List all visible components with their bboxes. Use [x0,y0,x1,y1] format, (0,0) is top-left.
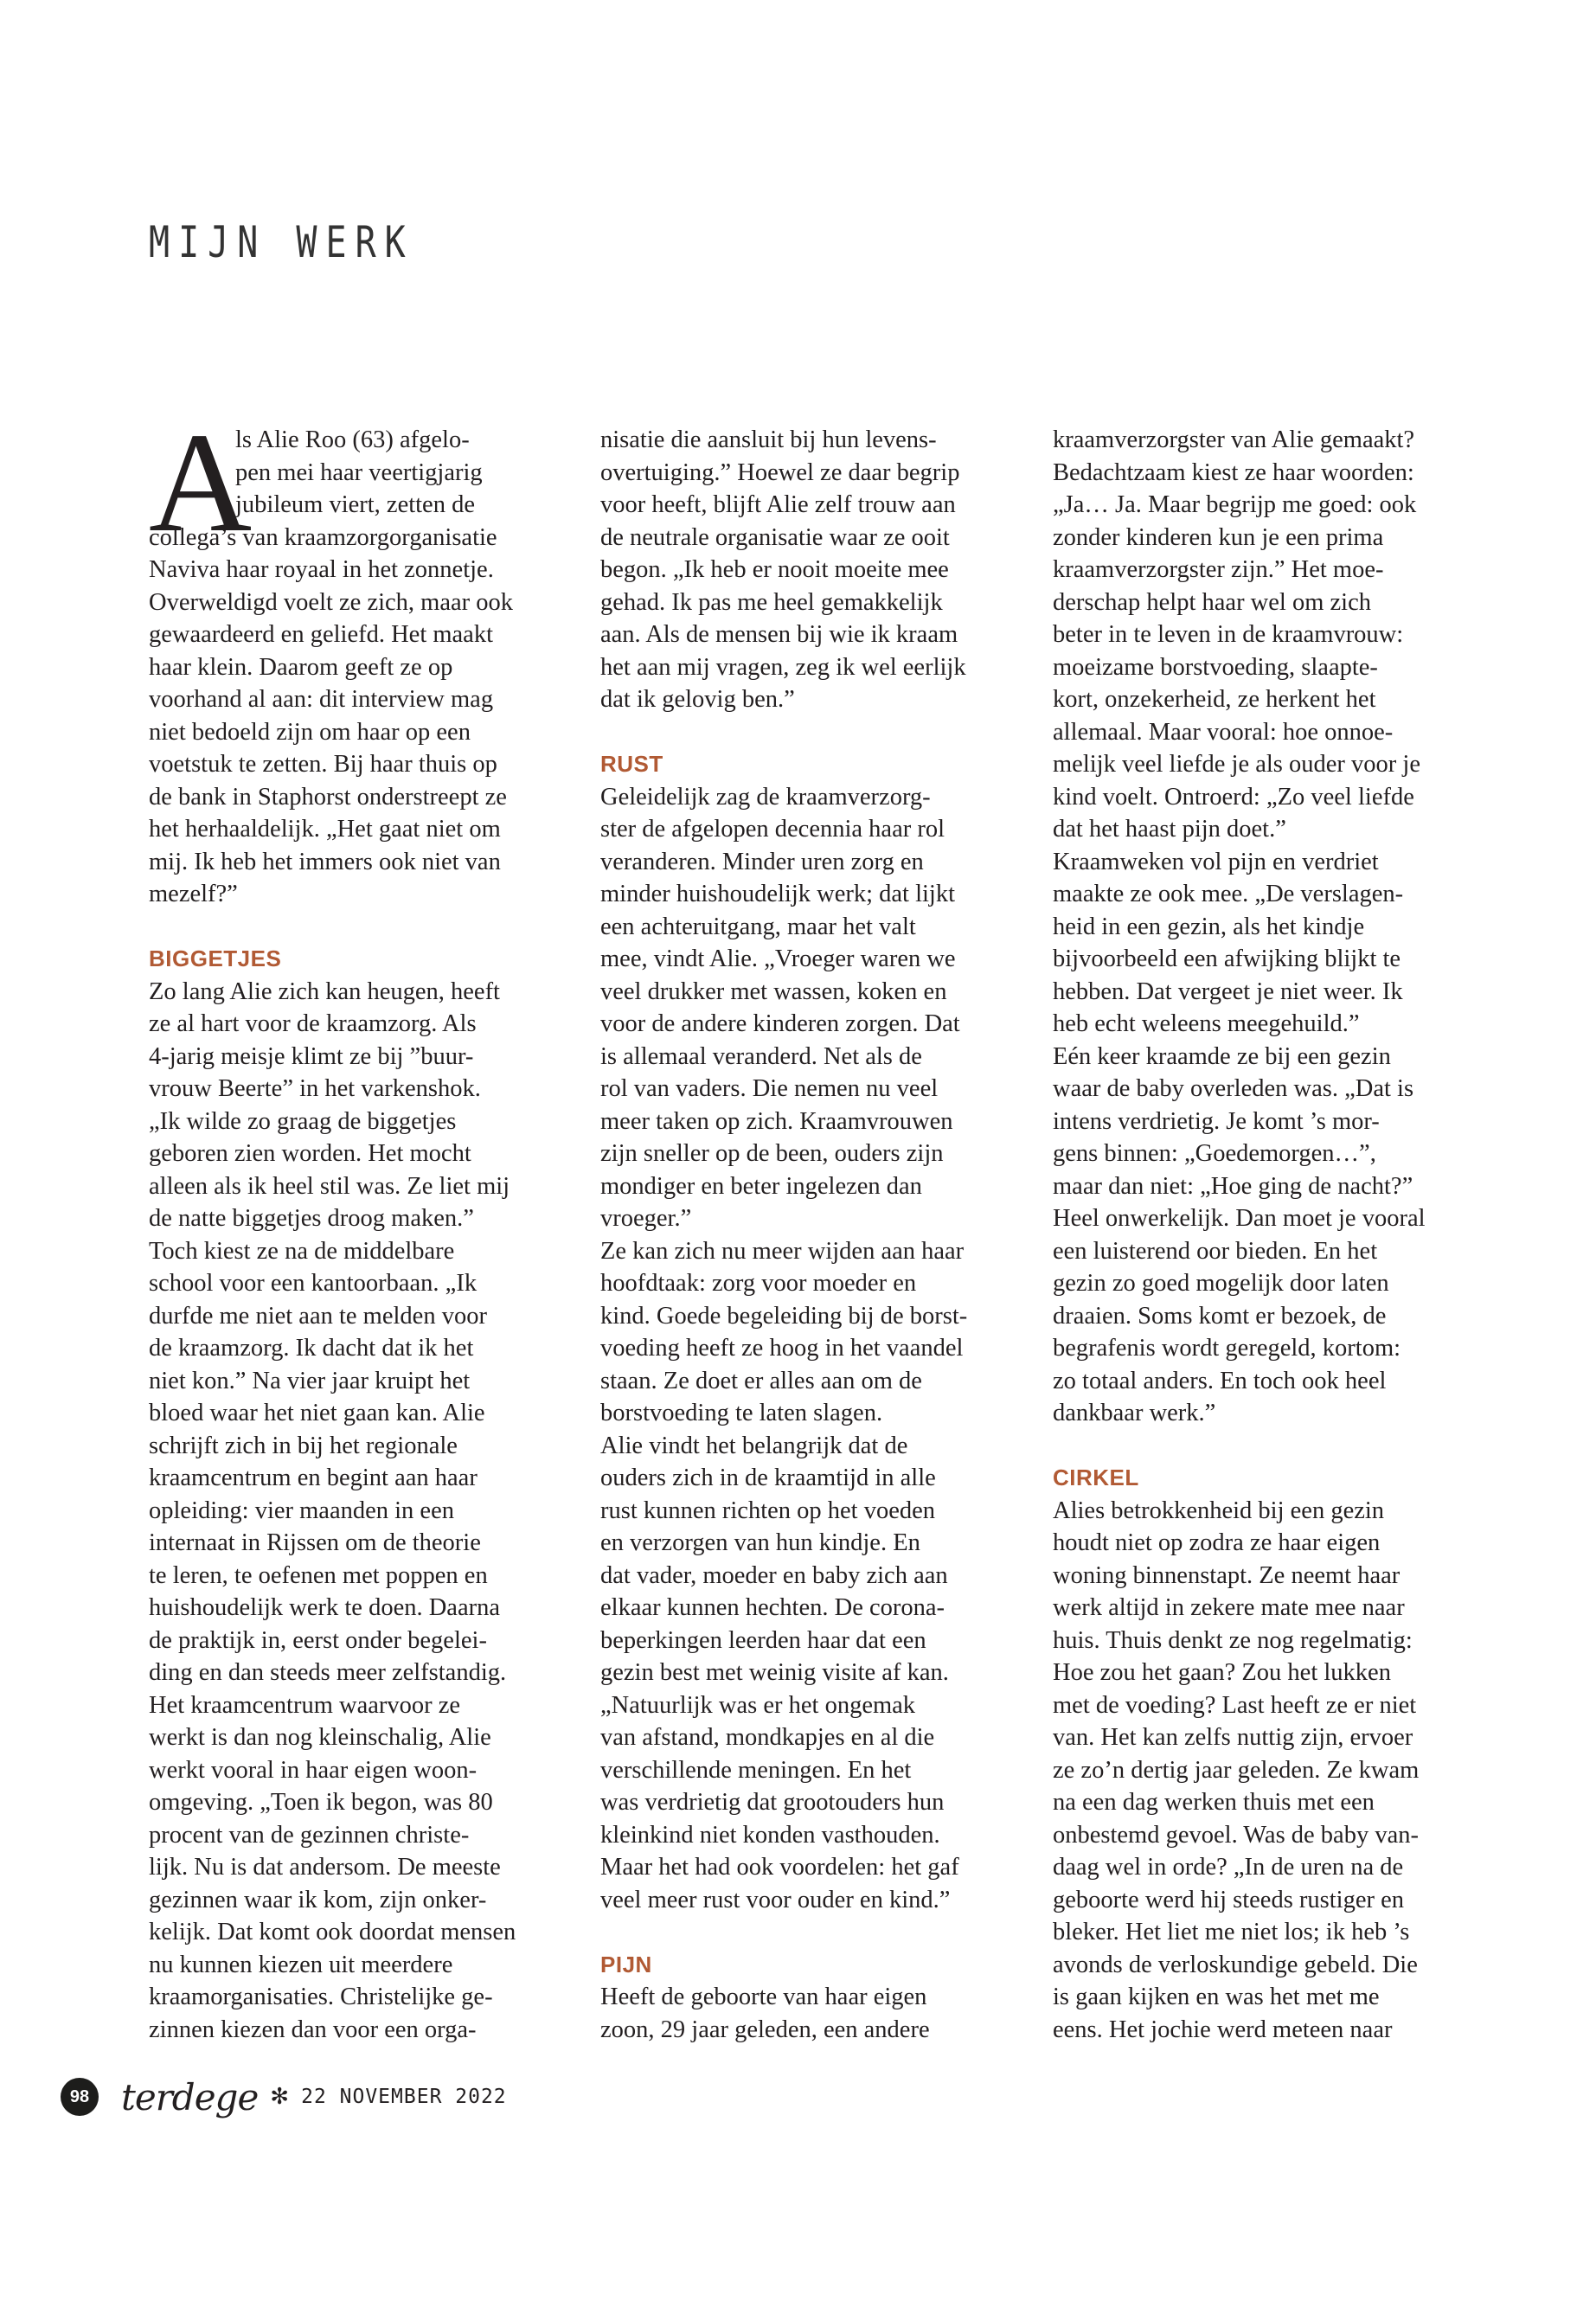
text-line: kraamorganisaties. Christelijke ge- [149,1984,493,2010]
text-line: zinnen kiezen dan voor een orga- [149,2016,477,2043]
text-line: de neutrale organisatie waar ze ooit [600,523,950,551]
text-line: schrijft zich in bij het regionale [149,1432,458,1459]
paragraph-gap [149,911,599,944]
text-line: mee, vindt Alie. „Vroeger waren we [600,945,956,972]
text-line: allemaal. Maar vooral: hoe onnoe- [1053,718,1394,746]
text-line: geboren zien worden. Het mocht [149,1140,471,1167]
text-line: werk altijd in zekere mate mee naar [1053,1594,1405,1621]
text-line: avonds de verloskundige gebeld. Die [1053,1951,1418,1978]
text-line: kraamverzorgster zijn.” Het moe- [1053,556,1384,583]
text-line: de natte biggetjes droog maken.” [149,1205,474,1232]
text-line: eens. Het jochie werd meteen naar [1053,2016,1393,2043]
column-3-text [1053,424,1503,2046]
text-line: te leren, te oefenen met poppen en [149,1561,488,1589]
text-line: Alies betrokkenheid bij een gezin [1053,1497,1385,1524]
text-line: een achteruitgang, maar het valt [600,913,916,940]
text-line: veel meer rust voor ouder en kind.” [600,1886,951,1913]
article-column-3 [1053,424,1503,2046]
text-line: daag wel in orde? „In de uren na de [1053,1854,1404,1881]
subheading: RUST [600,751,663,777]
text-line: borstvoeding te laten slagen. [600,1400,883,1426]
text-line: niet bedoeld zijn om haar op een [149,718,471,746]
text-line: haar klein. Daarom geeft ze op [149,653,453,681]
text-line: Kraamweken vol pijn en verdriet [1053,848,1379,875]
text-line: kelijk. Dat komt ook doordat mensen [149,1919,516,1945]
text-line: vrouw Beerte” in het varkenshok. [149,1075,481,1102]
text-line: intens verdrietig. Je komt ’s mor- [1053,1107,1380,1135]
text-line: ze zo’n dertig jaar geleden. Ze kwam [1053,1756,1420,1784]
section-label: MIJN WERK [149,218,414,268]
text-line: is gaan kijken en was het met me [1053,1984,1380,2010]
text-line: veranderen. Minder uren zorg en [600,848,924,875]
text-line: na een dag werken thuis met een [1053,1789,1375,1816]
text-line: internaat in Rijssen om de theorie [149,1529,481,1556]
text-line: omgeving. „Toen ik begon, was 80 [149,1789,493,1816]
text-line: ls Alie Roo (63) afgelo- [235,426,470,453]
text-line: kind. Goede begeleiding bij de borst- [600,1302,968,1330]
text-line: zijn sneller op de been, ouders zijn [600,1140,944,1167]
text-line: Geleidelijk zag de kraamverzorg- [600,783,931,811]
text-line: dat het haast pijn doet.” [1053,816,1286,843]
article-column-2 [600,424,1050,2046]
text-line: vroeger.” [600,1205,692,1232]
text-line: rol van vaders. Die nemen nu veel [600,1075,939,1102]
column-1-text [149,403,599,2046]
text-line: draaien. Soms komt er bezoek, de [1053,1302,1387,1330]
text-line: voeding heeft ze hoog in het vaandel [600,1335,964,1362]
text-line: Hoe zou het gaan? Zou het lukken [1053,1659,1391,1686]
text-line: dankbaar werk.” [1053,1400,1216,1426]
text-line: dat ik gelovig ben.” [600,686,795,713]
separator-icon: ✻ [270,2084,290,2110]
text-line: zonder kinderen kun je een prima [1053,523,1384,551]
text-line: de bank in Staphorst onderstreept ze [149,783,507,811]
text-line: werkt is dan nog kleinschalig, Alie [149,1724,491,1751]
column-2-text [600,424,1050,2046]
text-line: derschap helpt haar wel om zich [1053,588,1371,616]
page-footer [61,2076,507,2118]
text-line: gehad. Ik pas me heel gemakkelijk [600,588,943,616]
text-line: zo totaal anders. En toch ook heel [1053,1367,1387,1394]
text-line: school voor een kantoorbaan. „Ik [149,1270,478,1297]
magazine-logo: terdege [121,2075,259,2118]
text-line: melijk veel liefde je als ouder voor je [1053,751,1420,778]
text-line: Zo lang Alie zich kan heugen, heeft [149,977,500,1005]
text-line: minder huishoudelijk werk; dat lijkt [600,881,956,907]
text-line: collega’s van kraamzorgorganisatie [149,523,497,551]
text-line: met de voeding? Last heeft ze er niet [1053,1691,1417,1719]
text-line: gezin zo goed mogelijk door laten [1053,1270,1389,1297]
text-line: voorhand al aan: dit interview mag [149,686,494,713]
text-line: bleker. Het liet me niet los; ik heb ’s [1053,1919,1410,1945]
text-line: aan. Als de mensen bij wie ik kraam [600,621,958,648]
text-line: hoofdtaak: zorg voor moeder en [600,1270,917,1297]
text-line: ouders zich in de kraamtijd in alle [600,1465,936,1491]
text-line: opleiding: vier maanden in een [149,1497,454,1524]
text-line: ding en dan steeds meer zelfstandig. [149,1659,507,1686]
text-line: Toch kiest ze na de middelbare [149,1237,455,1265]
text-line: zoon, 29 jaar geleden, een andere [600,2016,930,2043]
text-line: durfde me niet aan te melden voor [149,1302,487,1330]
text-line: kraamverzorgster van Alie gemaakt? [1053,426,1415,453]
text-line: verschillende meningen. En het [600,1756,912,1784]
page-number: 98 [61,2078,99,2116]
text-line: begon. „Ik heb er nooit moeite mee [600,556,949,583]
drop-cap: A [149,403,253,561]
text-line: lijk. Nu is dat andersom. De meeste [149,1854,501,1881]
subheading: PIJN [600,1951,652,1977]
text-line: kraamcentrum en begint aan haar [149,1465,478,1491]
text-line: kleinkind niet konden vasthouden. [600,1821,940,1849]
text-line: jubileum viert, zetten de [235,491,475,518]
text-line: was verdrietig dat grootouders hun [600,1789,945,1816]
text-line: maakte ze ook mee. „De verslagen- [1053,881,1404,907]
text-line: veel drukker met wassen, koken en [600,977,947,1005]
text-line: moeizame borstvoeding, slaapte- [1053,653,1378,681]
text-line: houdt niet op zodra ze haar eigen [1053,1529,1381,1556]
text-line: Heel onwerkelijk. Dan moet je vooral [1053,1205,1426,1232]
text-line: de kraamzorg. Ik dacht dat ik het [149,1335,474,1362]
text-line: het herhaaldelijk. „Het gaat niet om [149,816,501,843]
text-line: Ze kan zich nu meer wijden aan haar [600,1237,965,1265]
text-line: staan. Ze doet er alles aan om de [600,1367,922,1394]
text-line: Het kraamcentrum waarvoor ze [149,1691,461,1719]
text-line: beter in te leven in de kraamvrouw: [1053,621,1404,648]
text-line: „Natuurlijk was er het ongemak [600,1691,916,1719]
text-line: 4-jarig meisje klimt ze bij ”buur- [149,1042,474,1070]
text-line: maar dan niet: „Hoe ging de nacht?” [1053,1172,1413,1200]
text-line: gewaardeerd en geliefd. Het maakt [149,621,493,648]
text-line: voor de andere kinderen zorgen. Dat [600,1010,960,1037]
text-line: hebben. Dat vergeet je niet weer. Ik [1053,977,1403,1005]
text-line: heb echt weleens meegehuild.” [1053,1010,1360,1037]
text-line: alleen als ik heel stil was. Ze liet mij [149,1172,510,1200]
text-line: werkt vooral in haar eigen woon- [149,1756,478,1784]
article-column-1 [149,403,599,2046]
text-line: nu kunnen kiezen uit meerdere [149,1951,453,1978]
text-line: Maar het had ook voordelen: het gaf [600,1854,959,1881]
text-line: en verzorgen van hun kindje. En [600,1529,920,1556]
text-line: is allemaal veranderd. Net als de [600,1042,922,1070]
text-line: waar de baby overleden was. „Dat is [1053,1075,1414,1102]
subheading: CIRKEL [1053,1465,1139,1490]
text-line: Eén keer kraamde ze bij een gezin [1053,1042,1391,1070]
text-line: nisatie die aansluit bij hun levens- [600,426,937,453]
text-line: gens binnen: „Goedemorgen…”, [1053,1140,1376,1167]
text-line: de praktijk in, eerst onder begelei- [149,1626,487,1654]
text-line: onbestemd gevoel. Was de baby van- [1053,1821,1419,1849]
text-line: voor heeft, blijft Alie zelf trouw aan [600,491,956,518]
text-line: pen mei haar veertigjarig [235,458,483,486]
text-line: bloed waar het niet gaan kan. Alie [149,1400,485,1426]
text-line: het aan mij vragen, zeg ik wel eerlijk [600,653,966,681]
text-line: van afstand, mondkapjes en al die [600,1724,935,1751]
text-line: voetstuk te zetten. Bij haar thuis op [149,751,497,778]
text-line: meer taken op zich. Kraamvrouwen [600,1107,953,1135]
paragraph-gap [1053,1430,1503,1463]
text-line: procent van de gezinnen christe- [149,1821,470,1849]
text-line: Naviva haar royaal in het zonnetje. [149,556,494,583]
text-line: niet kon.” Na vier jaar kruipt het [149,1367,471,1394]
text-line: ster de afgelopen decennia haar rol [600,816,945,843]
text-line: dat vader, moeder en baby zich aan [600,1561,948,1589]
issue-date: 22 NOVEMBER 2022 [301,2086,507,2108]
text-line: ze al hart voor de kraamzorg. Als [149,1010,477,1037]
text-line: gezin best met weinig visite af kan. [600,1659,949,1686]
text-line: kort, onzekerheid, ze herkent het [1053,686,1376,713]
text-line: kind voelt. Ontroerd: „Zo veel liefde [1053,783,1414,811]
text-line: rust kunnen richten op het voeden [600,1497,936,1524]
text-line: mezelf?” [149,881,238,907]
text-line: mij. Ik heb het immers ook niet van [149,848,501,875]
text-line: mondiger en beter ingelezen dan [600,1172,922,1200]
text-line: beperkingen leerden haar dat een [600,1626,926,1654]
text-line: overtuiging.” Hoewel ze daar begrip [600,458,960,486]
text-line: Overweldigd voelt ze zich, maar ook [149,588,514,616]
text-line: begrafenis wordt geregeld, kortom: [1053,1335,1401,1362]
paragraph-gap [600,716,1050,749]
text-line: Bedachtzaam kiest ze haar woorden: [1053,458,1414,486]
text-line: woning binnenstapt. Ze neemt haar [1053,1561,1401,1589]
text-line: van. Het kan zelfs nuttig zijn, ervoer [1053,1724,1413,1751]
text-line: elkaar kunnen hechten. De corona- [600,1594,945,1621]
text-line: „Ik wilde zo graag de biggetjes [149,1107,457,1135]
text-line: geboorte werd hij steeds rustiger en [1053,1886,1404,1913]
text-line: gezinnen waar ik kom, zijn onker- [149,1886,487,1913]
text-line: Alie vindt het belangrijk dat de [600,1432,908,1459]
text-line: een luisterend oor bieden. En het [1053,1237,1378,1265]
paragraph-gap [600,1916,1050,1949]
text-line: „Ja… Ja. Maar begrijp me goed: ook [1053,491,1417,518]
text-line: huis. Thuis denkt ze nog regelmatig: [1053,1626,1413,1654]
text-line: heid in een gezin, als het kindje [1053,913,1365,940]
text-line: huishoudelijk werk te doen. Daarna [149,1594,500,1621]
subheading: BIGGETJES [149,945,282,971]
text-line: bijvoorbeeld een afwijking blijkt te [1053,945,1401,972]
text-line: Heeft de geboorte van haar eigen [600,1984,927,2010]
